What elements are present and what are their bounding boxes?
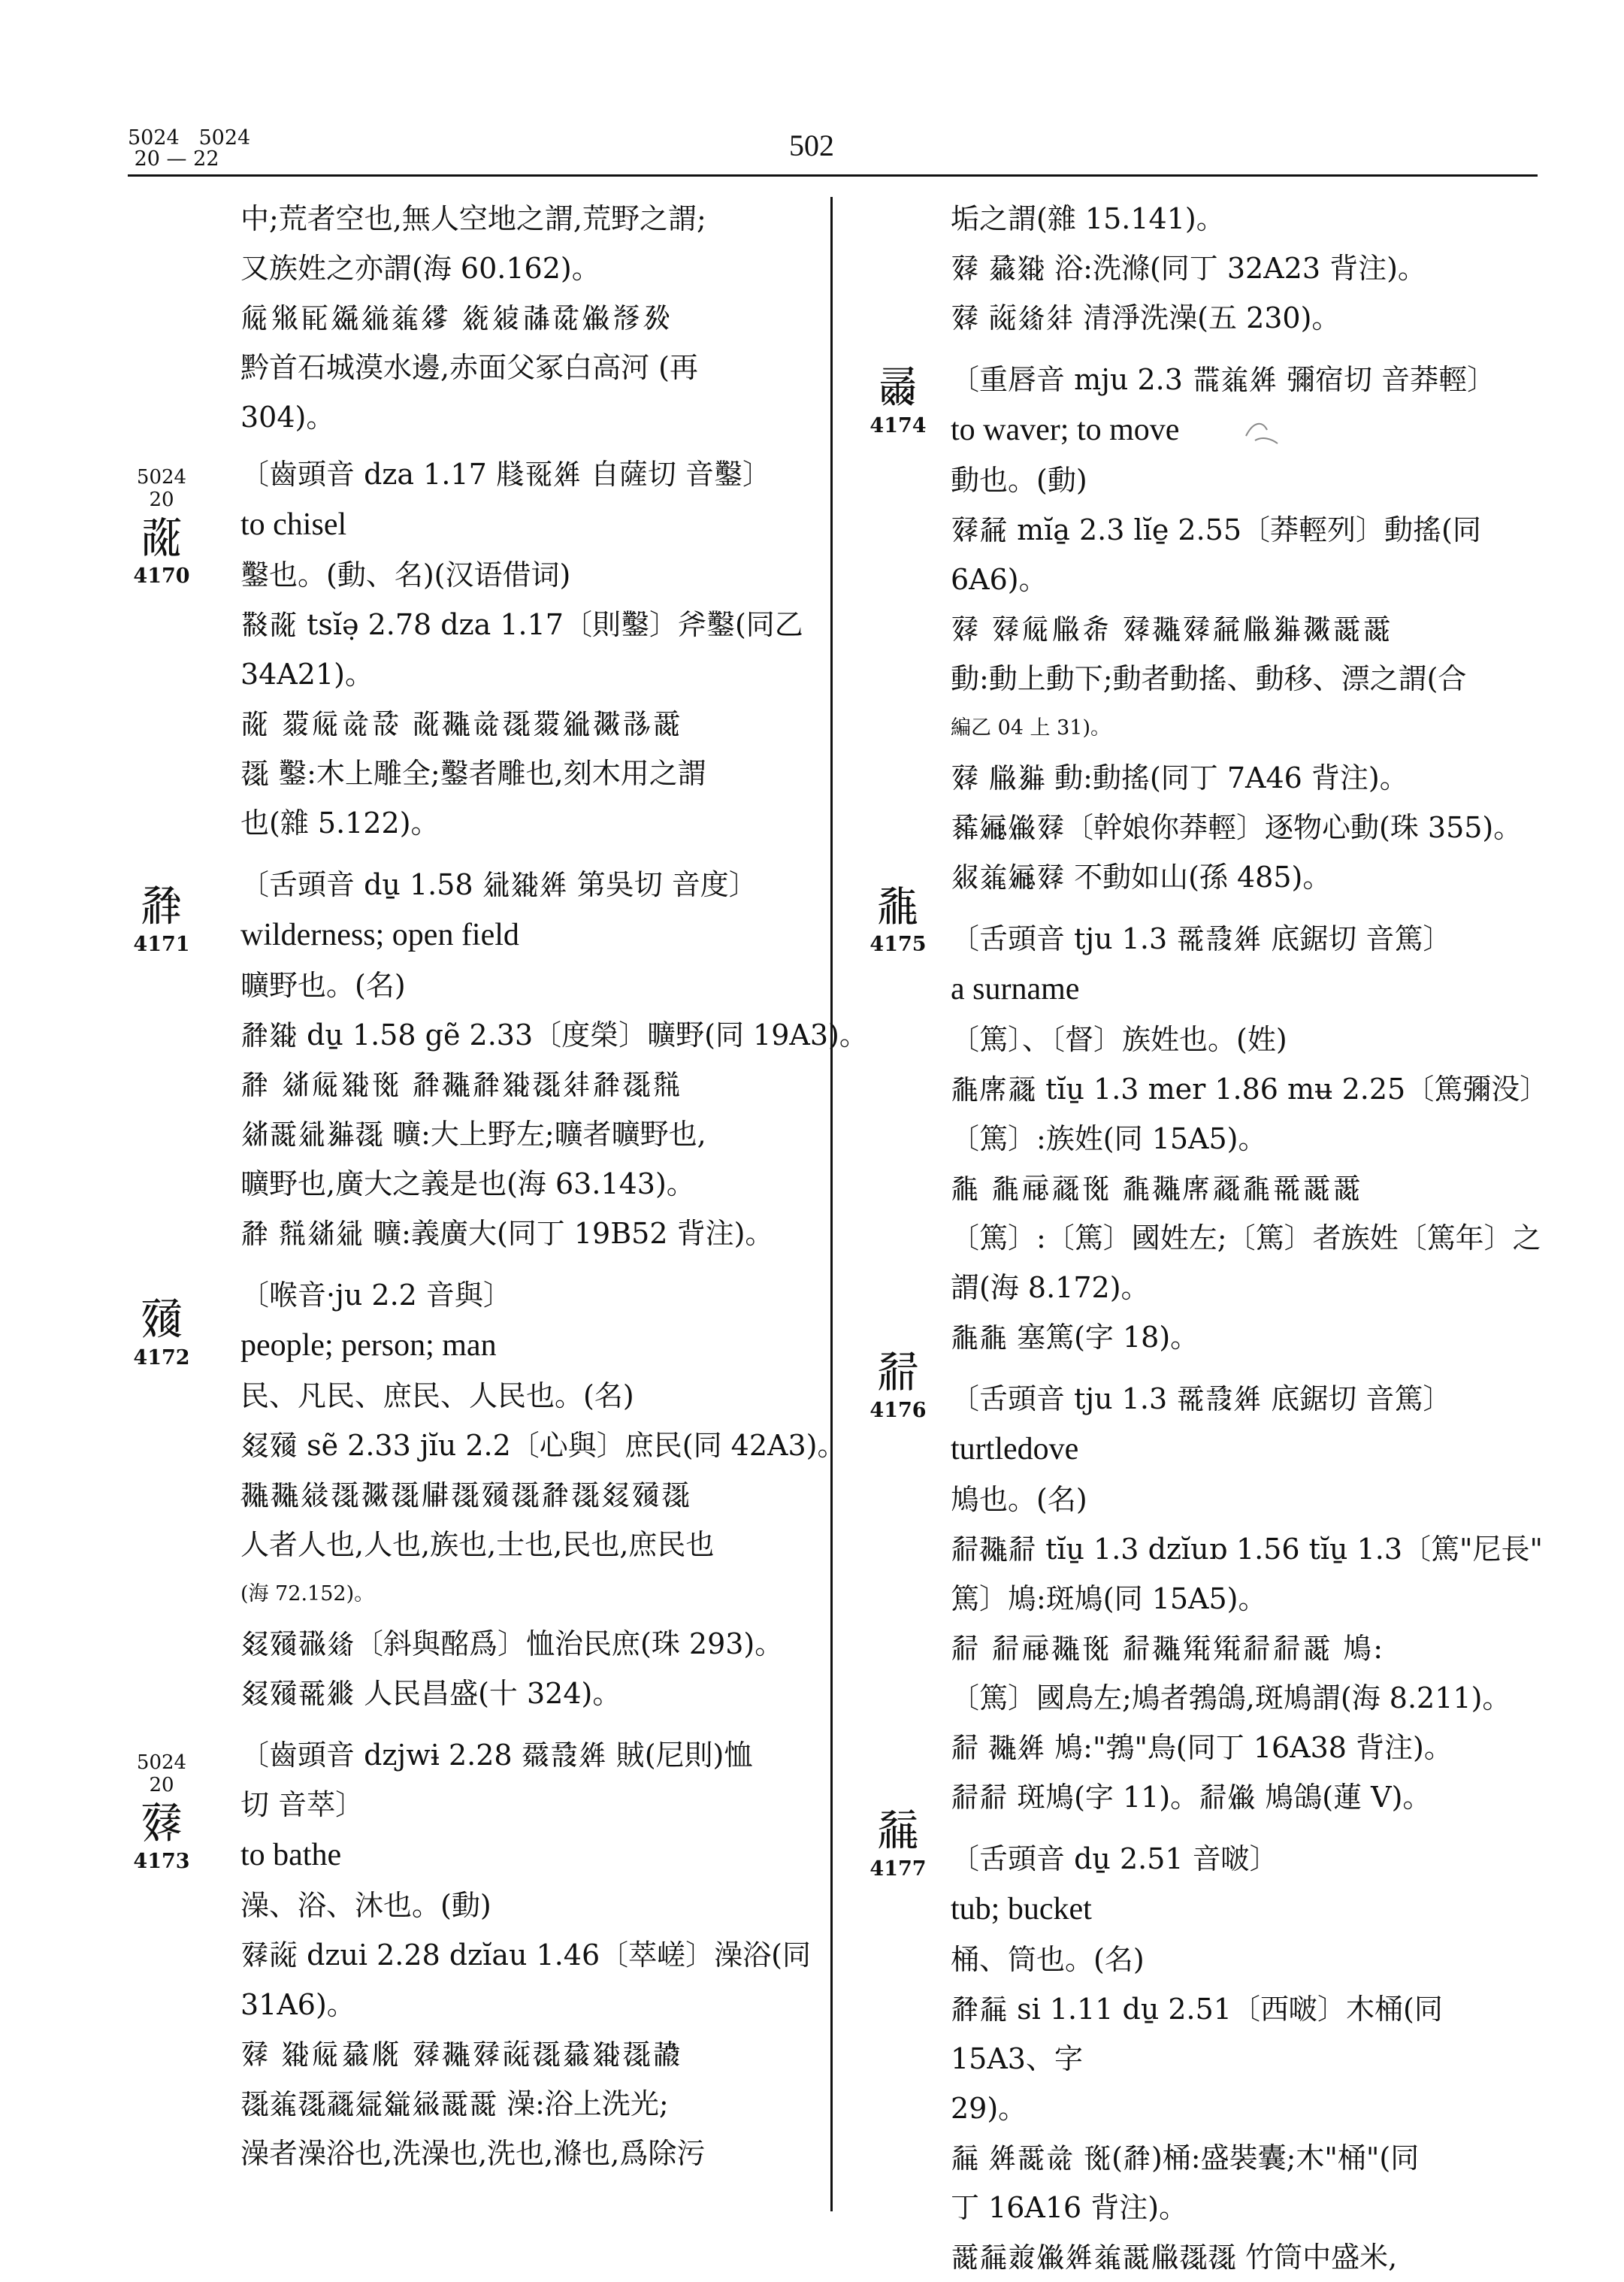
entry-line: 𗣫𗵘𗣼𗯽𗖰 曠:大上野左;曠者曠野也,	[240, 1118, 706, 1151]
entry-line: 𗴀𗴀 塞篤(字 18)。	[951, 1321, 1199, 1354]
entry-line: 𗴂𘃀 du̱ 1.58 gẽ 2.33〔度榮〕曠野(同 19A3)。	[240, 1018, 868, 1052]
entry-line: 鑿也。(動、名)(汉语借词)	[240, 558, 571, 592]
continuation-line: 垢之謂(雜 15.141)。	[951, 202, 1225, 235]
entry-line: 𗴂𗴃 si 1.11 du̱ 2.51〔西啵〕木桶(同 15A3、字	[951, 1993, 1443, 2075]
entry-line: 篤〕鳩:斑鳩(同 15A5)。	[951, 1582, 1267, 1615]
entry-phonetic: 切 音萃〕	[240, 1788, 364, 1821]
page-number: 502	[789, 129, 834, 162]
entry-phonetic: 〔重唇音 mju 2.3 𗶹𗒀𗤶 彌宿切 音莽輕〕	[951, 363, 1496, 396]
entry-4171	[240, 860, 917, 1258]
entry-phonetic: 〔舌頭音 du̱ 2.51 音啵〕	[951, 1842, 1278, 1875]
entry-line: 也(雜 5.122)。	[240, 807, 440, 840]
entry-line: 𗸯 𗸯𗏁𗆐𗐋 𗸯𗖵𗸯𗴆𗆐𗯽𗗂𗵘𗵘	[951, 613, 1393, 646]
entry-number: 4170	[133, 564, 190, 588]
entry-code-bottom: 20	[149, 489, 174, 511]
entry-english: to chisel	[240, 507, 347, 542]
header-code-right-bottom: 22	[193, 147, 219, 171]
continuation-line: 304)。	[240, 401, 335, 434]
entry-marker-4172	[113, 1293, 210, 1371]
headword-glyph: 𗸰	[139, 1294, 183, 1345]
entry-line: 動也。(動)	[951, 464, 1087, 497]
entry-line: 桶、筒也。(名)	[951, 1943, 1145, 1976]
entry-code-top: 5024	[136, 1751, 187, 1774]
entry-line: 𗸯𗴆 mĭa̱ 2.3 lĭe̱ 2.55〔莽輕列〕動搖(同 6A6)。	[951, 513, 1481, 596]
entry-line: 𗴃 𗤶𗵘𗯨 𗍊(𗴂)桶:盛裝囊;木"桶"(同	[951, 2141, 1420, 2175]
entry-phonetic: 〔齒頭音 dza 1.17 𗹦𗀔𗤶 自薩切 音鑿〕	[240, 458, 772, 491]
entry-line: 〔篤〕:〔篤〕國姓左;〔篤〕者族姓〔篤年〕之	[951, 1221, 1541, 1254]
entry-number: 4173	[133, 1850, 190, 1873]
entry-number: 4172	[133, 1346, 190, 1370]
entry-number: 4171	[133, 933, 190, 956]
entry-marker-4177	[849, 1804, 947, 1882]
entry-line: 丁 16A16 背注)。	[951, 2191, 1188, 2224]
entry-marker-4174	[849, 361, 947, 439]
headword-glyph: 𗴂	[139, 880, 183, 931]
entry-marker-4175	[849, 879, 947, 958]
header-codes	[128, 128, 250, 170]
entry-english: wilderness; open field	[240, 918, 519, 952]
entry-line: 〔篤〕、〔督〕族姓也。(姓)	[951, 1023, 1287, 1056]
headword-glyph: 𗴀	[876, 880, 920, 931]
continuation-line: 𗸯 𗙴𗦳𗢳 清淨洗澡(五 230)。	[951, 301, 1341, 334]
headword-glyph: 𗴁	[876, 1346, 920, 1397]
continuation-line: 中;荒者空也,無人空地之謂,荒野之謂;	[240, 202, 706, 235]
entry-line: (海 72.152)。	[240, 1582, 375, 1606]
entry-english: people; person; man	[240, 1328, 497, 1363]
entry-line: 人者人也,人也,族也,士也,民也,庶民也	[240, 1528, 715, 1561]
entry-marker-4173	[113, 1751, 210, 1875]
entry-line: 𗴁𗴁 斑鳩(字 11)。𗴁𗏹 鳩鴿(蓮 V)。	[951, 1781, 1432, 1814]
entry-4177	[951, 1834, 1552, 2282]
entry-line: 澡、浴、沐也。(動)	[240, 1889, 491, 1922]
entry-code-top: 5024	[136, 466, 187, 489]
entry-english: turtledove	[951, 1432, 1079, 1466]
entry-english: to waver; to move	[951, 413, 1180, 447]
entry-line: 𗴁 𗴁𗄊𗖵𗍊 𗴁𗖵𗋕𗋕𗴁𗴁𗵘 鳩:	[951, 1632, 1385, 1665]
entry-line: 𗲅𗩾𗏹𗸯〔幹娘你莽輕〕逐物心動(珠 355)。	[951, 811, 1523, 844]
entry-line: 𗴀 𗴀𗄊𗹙𗍊 𗴀𗖵𘟙𗹙𗴀𗵃𗵘𗵘	[951, 1172, 1363, 1205]
entry-4176	[951, 1374, 1552, 1822]
entry-line: 31A6)。	[240, 1988, 355, 2021]
continuation-line: 黔首石城漠水邊,赤面父冢白高河 (再	[240, 351, 698, 384]
right-column	[951, 194, 1552, 2282]
pencil-mark-icon	[1240, 413, 1285, 451]
entry-line: 動:動上動下;動者動搖、動移、漂之謂(合	[951, 662, 1467, 695]
entry-4172	[240, 1270, 917, 1718]
entry-line: 𗰞 𗷅𗏁𗯨𗱚 𗰞𗖵𗯨𗖰𗷅𗧇𗗂𘃽𗵘	[240, 707, 683, 740]
entry-line: 𗾧𗸰𗵃𗦫 人民昌盛(十 324)。	[240, 1677, 621, 1710]
header-dash: —	[166, 147, 187, 171]
entry-line: 澡者澡浴也,洗澡也,洗也,滌也,爲除污	[240, 2137, 706, 2170]
entry-line: 〔篤〕國鳥左;鳩者鵓鴿,斑鳩謂(海 8.211)。	[951, 1681, 1511, 1715]
entry-number: 4175	[869, 933, 927, 956]
entry-line: 𗴀𘟙𗹙 tĭu̱ 1.3 mer 1.86 mʉ 2.25〔篤彌没〕	[951, 1073, 1549, 1106]
entry-line: 鳩也。(名)	[951, 1483, 1087, 1516]
entry-number: 4174	[869, 414, 927, 437]
entry-line: 𗖰 鑿:木上雕全;鑿者雕也,刻木用之謂	[240, 757, 706, 790]
header-code-right-top: 5024	[198, 126, 251, 150]
entry-phonetic: 〔齒頭音 dzjwi̵ 2.28 𗵔𗱸𗤶 賊(尼則)恤	[240, 1739, 753, 1772]
entry-line: 𘜶𗰞 tsĭə̣ 2.78 dza 1.17〔則鑿〕斧鑿(同乙	[240, 608, 803, 641]
entry-phonetic: 〔舌頭音 du̱ 1.58 𗣼𘃀𗤶 第吳切 音度〕	[240, 868, 758, 901]
entry-line: 曠野也,廣大之義是也(海 63.143)。	[240, 1167, 695, 1200]
headword-glyph: 𗰭	[876, 362, 920, 413]
entry-phonetic: 〔喉音·ju 2.2 音與〕	[240, 1279, 512, 1312]
entry-line: 34A21)。	[240, 658, 373, 691]
entry-number: 4176	[869, 1399, 927, 1422]
entry-line: 〔篤〕:族姓(同 15A5)。	[951, 1122, 1267, 1155]
entry-line: 𗴁 𗖵𗤶 鳩:"鵓"鳥(同丁 16A38 背注)。	[951, 1731, 1453, 1764]
left-column	[240, 194, 917, 2178]
entry-line: 謂(海 8.172)。	[951, 1271, 1150, 1304]
entry-english: tub; bucket	[951, 1892, 1092, 1926]
entry-4173	[240, 1730, 917, 2178]
entry-line: 𗖵𗖵𗧊𗖰𗗂𗖰𗆔𗖰𗸰𗖰𗴂𗖰𗾧𗸰𗖰	[240, 1478, 692, 1512]
header-code-left-top: 5024	[128, 126, 180, 150]
entry-marker-4176	[849, 1345, 947, 1424]
tangut-line: 𗏁𗊮𗀄𗫟𗥤𗒀𗧘 𗦵𗦺𗰜𗱕𗏹𘃡𗉔	[240, 301, 673, 334]
entry-line: 𗖰𗒀𗖰𗹙𗦇𗿧𗦎𗵘𗵘 澡:浴上洗光;	[240, 2087, 669, 2120]
entry-marker-4171	[113, 879, 210, 958]
entry-4175	[951, 914, 1552, 1362]
continuation-line: 又族姓之亦謂(海 60.162)。	[240, 252, 600, 285]
entry-line: 曠野也。(名)	[240, 969, 406, 1002]
headword-glyph: 𗰞	[139, 512, 183, 563]
entry-line: 編乙 04 上 31)。	[951, 716, 1111, 740]
entry-english: a surname	[951, 972, 1080, 1006]
entry-code-bottom: 20	[149, 1774, 174, 1796]
continuation-line: 𗸯 𗲠𘃀 浴:洗滌(同丁 32A23 背注)。	[951, 252, 1426, 285]
entry-line: 𗤒𗒀𗩾𗸯 不動如山(孫 485)。	[951, 861, 1332, 894]
entry-4170	[240, 449, 917, 848]
entry-line: 𗾧𗸰 sẽ 2.33 jĭu 2.2〔心與〕庶民(同 42A3)。	[240, 1429, 846, 1462]
entry-line: 𗴁𗖵𗴁 tĭu̱ 1.3 dzĭuɒ 1.56 tĭu̱ 1.3〔篤"尼長"	[951, 1533, 1543, 1566]
entry-phonetic: 〔舌頭音 tju 1.3 𗵃𗱸𗤶 底鋸切 音篤〕	[951, 1382, 1452, 1415]
entry-line: 29)。	[951, 2092, 1027, 2125]
entry-phonetic: 〔舌頭音 tju 1.3 𗵃𗱸𗤶 底鋸切 音篤〕	[951, 922, 1452, 955]
headword-glyph: 𗴃	[876, 1805, 920, 1856]
headword-glyph: 𗸯	[139, 1797, 183, 1848]
entry-line: 𗸯 𘃀𗏁𗲠𗅋 𗸯𗖵𗸯𗙴𗖰𗲠𘃀𗖰𘄒	[240, 2038, 683, 2071]
header-code-left-bottom: 20	[134, 147, 160, 171]
entry-line: 民、凡民、庶民、人民也。(名)	[240, 1379, 634, 1412]
entry-line: 𗸯𗙴 dzui 2.28 dzĭau 1.46〔萃嵯〕澡浴(同	[240, 1938, 811, 1972]
entry-line: 𗵘𗴃𗓱𗏹𗤶𗒀𗵘𗆐𗖰𗖰 竹筒中盛米,	[951, 2241, 1398, 2274]
entry-number: 4177	[869, 1857, 927, 1881]
entry-line: 𗴂 𗣫𗏁𘃀𗍊 𗴂𗖵𗴂𘃀𗖰𗢳𗴂𗖰𘜘	[240, 1068, 683, 1101]
entry-line: 𗾧𗸰𗖻𗦳〔斜與酩爲〕恤治民庶(珠 293)。	[240, 1627, 784, 1660]
entry-english: to bathe	[240, 1838, 342, 1872]
entry-line: 𗸯 𗆐𗯽 動:動搖(同丁 7A46 背注)。	[951, 761, 1408, 794]
entry-line: 𗴂 𘜘𗣫𗣼 曠:義廣大(同丁 19B52 背注)。	[240, 1217, 774, 1250]
entry-marker-4170	[113, 466, 210, 589]
header-rule	[128, 174, 1538, 177]
